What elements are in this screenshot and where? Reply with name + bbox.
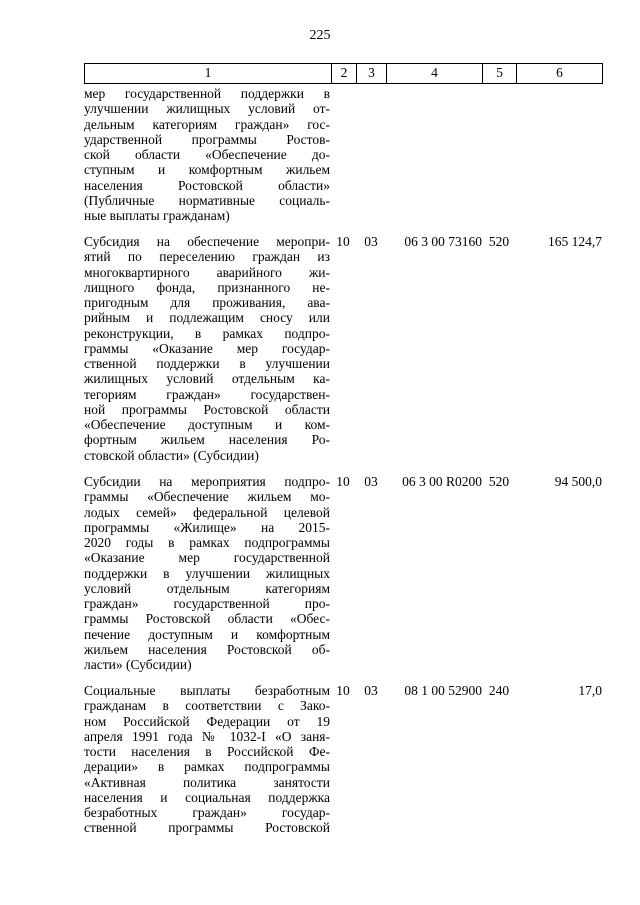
row-description (84, 234, 330, 463)
header-col-4: 4 (387, 64, 483, 84)
description-line: ственной программы Ростовской (84, 820, 330, 836)
description-line: ной программы Ростовской области (84, 401, 330, 417)
description-line: населения Ростовской области» (84, 177, 330, 193)
description-line: безработных граждан» государ- (84, 805, 330, 820)
header-col-5: 5 (483, 64, 517, 84)
description-line: 2020 годы в рамках подпрограммы (84, 535, 330, 550)
description-line: лодых семей» федеральной целевой (84, 504, 330, 520)
description-line: лищного фонда, признанного не- (84, 279, 330, 295)
header-col-6: 6 (517, 64, 603, 84)
row-description (84, 86, 330, 223)
description-line: рийным и подлежащим сносу или (84, 310, 330, 326)
description-line: тости населения в Российской Фе- (84, 744, 330, 759)
row-description (84, 683, 330, 836)
cell-expense-type: 240 (488, 683, 510, 698)
description-line: тегориям граждан» государствен- (84, 386, 330, 402)
description-line: граждан» государственной про- (84, 596, 330, 611)
description-line: ступным и комфортным жильем (84, 162, 330, 178)
cell-section: 10 (336, 474, 350, 489)
description-line: дельным категориям граждан» гос- (84, 116, 330, 132)
description-line: реконструкции, в рамках подпро- (84, 325, 330, 341)
description-line: печение доступным и комфортным (84, 626, 330, 642)
description-line: Социальные выплаты безработным (84, 683, 330, 698)
cell-section: 10 (336, 683, 350, 698)
description-line: «Обеспечение доступным и ком- (84, 417, 330, 432)
description-line: фортным жильем населения Ро- (84, 432, 330, 448)
description-line: ятий по переселению граждан из (84, 249, 330, 265)
description-line: граммы «Обеспечение жильем мо- (84, 489, 330, 505)
description-line: ном Российской Федерации от 19 (84, 713, 330, 729)
cell-target-code: 06 3 00 R0200 (402, 474, 482, 489)
cell-target-code: 06 3 00 73160 (404, 234, 482, 249)
description-line: населения и социальная поддержка (84, 789, 330, 805)
cell-subsection: 03 (364, 474, 378, 489)
cell-expense-type: 520 (488, 474, 510, 489)
header-col-1: 1 (85, 64, 332, 84)
cell-subsection: 03 (364, 234, 378, 249)
cell-amount: 165 124,7 (548, 234, 602, 249)
description-line: мер государственной поддержки в (84, 86, 330, 101)
header-col-2: 2 (332, 64, 357, 84)
cell-amount: 17,0 (578, 683, 602, 698)
description-line: гражданам в соответствии с Зако- (84, 698, 330, 714)
description-line: граммы Ростовской области «Обес- (84, 611, 330, 627)
description-line: стовской области» (Субсидии) (84, 447, 259, 463)
description-line: пригодным для проживания, ава- (84, 295, 330, 310)
cell-subsection: 03 (364, 683, 378, 698)
description-line: «Оказание мер государственной (84, 550, 330, 566)
description-line: Субсидия на обеспечение меропри- (84, 234, 330, 249)
description-line: дерации» в рамках подпрограммы (84, 759, 330, 775)
description-line: «Активная политика занятости (84, 774, 330, 790)
table-header (84, 63, 603, 84)
description-line: жилищных условий отдельным ка- (84, 371, 330, 387)
description-line: граммы «Оказание мер государ- (84, 340, 330, 356)
description-line: ные выплаты гражданам) (84, 208, 230, 223)
description-line: ской области «Обеспечение до- (84, 147, 330, 162)
description-line: (Публичные нормативные социаль- (84, 192, 330, 208)
description-line: ударственной программы Ростов- (84, 131, 330, 147)
description-line: ласти» (Субсидии) (84, 657, 192, 672)
header-col-3: 3 (357, 64, 387, 84)
page-number: 225 (309, 28, 331, 43)
description-line: многоквартирного аварийного жи- (84, 264, 330, 280)
description-line: поддержки в улучшении жилищных (84, 565, 330, 581)
description-line: апреля 1991 года № 1032-I «О заня- (84, 728, 330, 744)
cell-expense-type: 520 (488, 234, 510, 249)
description-line: условий отдельным категориям (84, 580, 330, 596)
cell-amount: 94 500,0 (554, 474, 602, 489)
cell-target-code: 08 1 00 52900 (404, 683, 482, 698)
description-line: ственной поддержки в улучшении (84, 356, 330, 371)
row-description (84, 474, 330, 672)
cell-section: 10 (336, 234, 350, 249)
description-line: программы «Жилище» на 2015- (84, 519, 330, 535)
description-line: жильем населения Ростовской об- (84, 641, 330, 657)
description-line: улучшении жилищных условий от- (84, 101, 330, 117)
description-line: Субсидии на мероприятия подпро- (84, 474, 330, 489)
